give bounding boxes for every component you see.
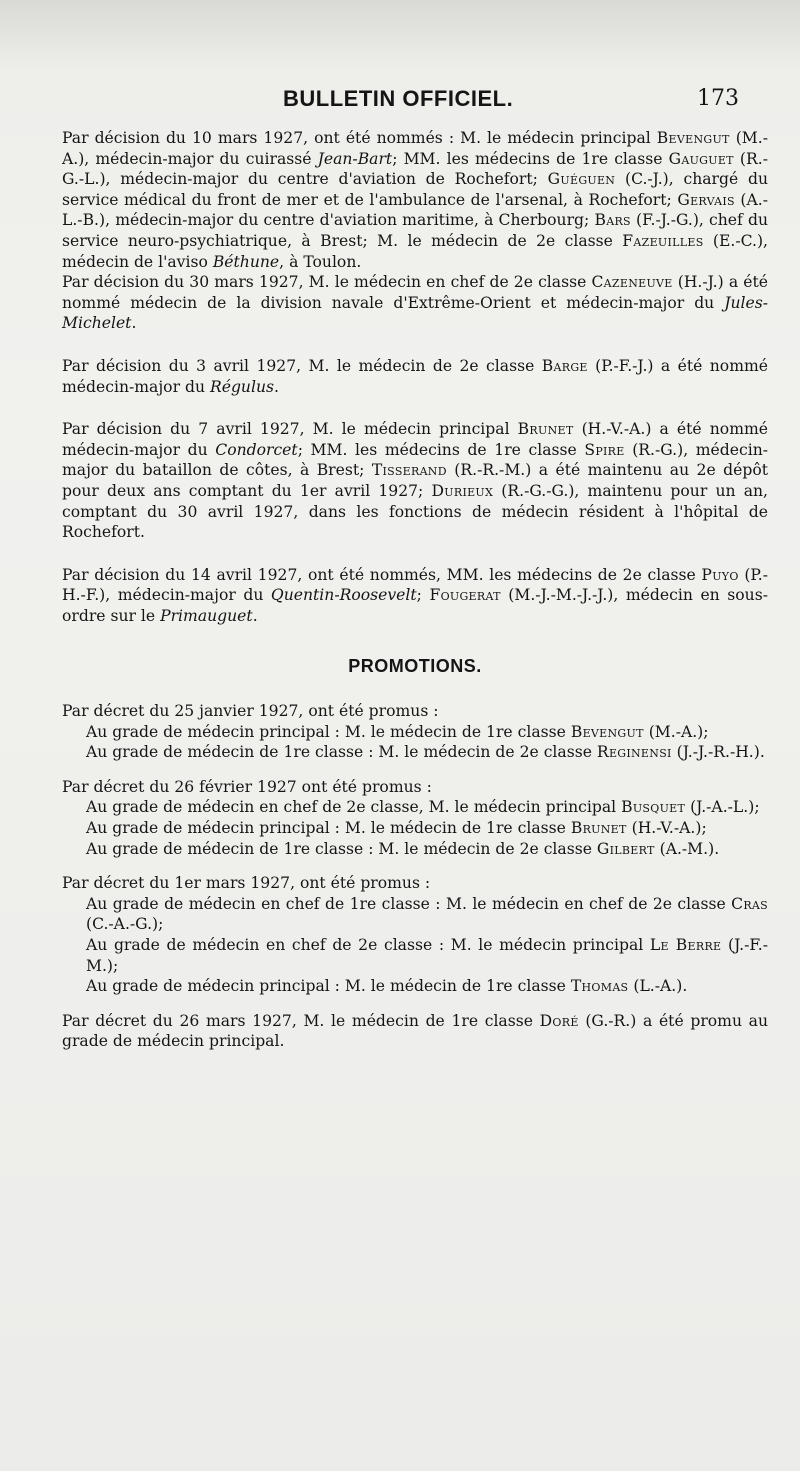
person-name: Guéguen: [547, 170, 616, 189]
ship-name: Condorcet: [215, 440, 298, 459]
person-name: Gervais: [677, 190, 735, 209]
decision-paragraph-2: Par décision du 30 mars 1927, M. le médecin en chef de 2e classe Cazeneuve (H.-J.) a été nommé médecin de la division navale d'Extrême-Orient et médecin-major du Jules-Michelet.: [62, 273, 768, 333]
page-number: 173: [697, 86, 739, 111]
ship-name: Béthune: [212, 252, 280, 271]
person-name: Reginensi: [596, 743, 672, 762]
person-name: Fazeuilles: [622, 231, 704, 250]
bulletin-title: BULLETIN OFFICIEL.: [283, 86, 514, 111]
person-name: Brunet: [517, 420, 574, 439]
person-name: Gauguet: [668, 149, 734, 168]
decree-intro-1: Par décret du 25 janvier 1927, ont été promus :: [62, 702, 439, 721]
decree-intro-2: Par décret du 26 février 1927 ont été promus :: [62, 777, 432, 796]
person-name: Gilbert: [596, 839, 655, 858]
person-name: Spire: [584, 440, 625, 459]
promotions-heading: PROMOTIONS.: [348, 656, 482, 677]
person-name: Busquet: [621, 798, 686, 817]
decree-paragraph-4: Par décret du 26 mars 1927, M. le médecin de 1re classe Doré (G.-R.) a été promu au grade de médecin principal.: [62, 1011, 768, 1051]
decree-intro-3: Par décret du 1er mars 1927, ont été promus :: [62, 874, 431, 893]
ship-name: Primauguet: [160, 606, 253, 625]
person-name: Bevengut: [656, 129, 730, 147]
person-name: Le Berre: [649, 936, 722, 954]
ship-name: Jules-Michelet: [62, 293, 768, 333]
promotion-item: Au grade de médecin principal : M. le médecin de 1re classe Brunet (H.-V.-A.);: [86, 819, 707, 838]
person-name: Doré: [539, 1011, 579, 1030]
ship-name: Jean-Bart: [317, 149, 393, 168]
promotion-item: Au grade de médecin en chef de 2e classe : M. le médecin principal Le Berre (J.-F.-M.);: [86, 936, 768, 975]
decision-paragraph-1: Par décision du 10 mars 1927, ont été nommés : M. le médecin principal Bevengut (M.-A.), médecin-major du cuirassé Jean-Bart; MM. les médecins de 1re classe Gauguet (R.-G.-L.), médecin-major du centre d'aviation de Rochefort; Guéguen (C.-J.), chargé du service médical du front de mer et de l'ambulance de l'arsenal, à Rochefort; Gervais (A.-L.-B.), médecin-major du centre d'aviation maritime, à Cherbourg; Bars (F.-J.-G.), chef du service neuro-psychiatrique, à Brest; M. le médecin de 2e classe Fazeuilles (E.-C.), médecin de l'aviso Béthune, à Toulon.: [62, 129, 769, 271]
promotion-item: Au grade de médecin principal : M. le médecin de 1re classe Bevengut (M.-A.);: [86, 722, 709, 741]
person-name: Barge: [541, 356, 588, 375]
promotion-item: Au grade de médecin de 1re classe : M. le médecin de 2e classe Reginensi (J.-J.-R.-H.).: [86, 743, 765, 762]
person-name: Puyo: [701, 565, 739, 584]
decision-paragraph-5: Par décision du 14 avril 1927, ont été nommés, MM. les médecins de 2e classe Puyo (P.-H.-F.), médecin-major du Quentin-Roosevelt; Fougerat (M.-J.-M.-J.-J.), médecin en sous-ordre sur le Primauguet.: [62, 565, 768, 625]
promotion-item: Au grade de médecin principal : M. le médecin de 1re classe Thomas (L.-A.).: [86, 977, 688, 996]
person-name: Thomas: [570, 977, 629, 996]
promotion-item: Au grade de médecin en chef de 2e classe, M. le médecin principal Busquet (J.-A.-L.);: [86, 798, 760, 817]
promotion-item: Au grade de médecin de 1re classe : M. le médecin de 2e classe Gilbert (A.-M.).: [86, 839, 720, 858]
promotion-item: Au grade de médecin en chef de 1re classe : M. le médecin en chef de 2e classe Cras (C.-A.-G.);: [86, 894, 768, 934]
page-content: [62, 128, 768, 1052]
page-header: [0, 86, 800, 116]
person-name: Fougerat: [429, 586, 501, 605]
person-name: Bars: [594, 211, 631, 230]
ship-name: Quentin-Roosevelt: [270, 586, 417, 605]
decision-paragraph-3: Par décision du 3 avril 1927, M. le médecin de 2e classe Barge (P.-F.-J.) a été nommé médecin-major du Régulus.: [62, 356, 768, 396]
decision-paragraph-4: Par décision du 7 avril 1927, M. le médecin principal Brunet (H.-V.-A.) a été nommé médecin-major du Condorcet; MM. les médecins de 1re classe Spire (R.-G.), médecin-major du bataillon de côtes, à Brest; Tisserand (R.-R.-M.) a été maintenu au 2e dépôt pour deux ans comptant du 1er avril 1927; Durieux (R.-G.-G.), maintenu pour un an, comptant du 30 avril 1927, dans les fonctions de médecin résident à l'hôpital de Rochefort.: [62, 420, 769, 542]
person-name: Tisserand: [371, 461, 447, 480]
person-name: Cras: [731, 894, 768, 913]
person-name: Durieux: [431, 481, 494, 500]
person-name: Cazeneuve: [591, 273, 673, 292]
person-name: Brunet: [570, 819, 627, 838]
person-name: Bevengut: [570, 722, 644, 741]
ship-name: Régulus: [209, 377, 274, 396]
